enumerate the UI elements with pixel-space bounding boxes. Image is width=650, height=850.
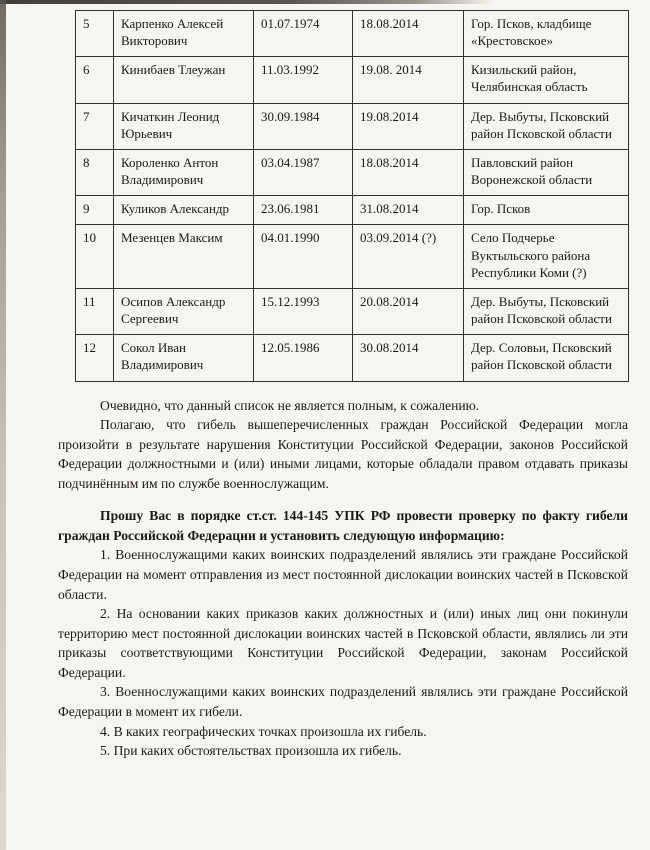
body-text <box>58 396 628 761</box>
cell-name: Карпенко Алексей Викторович <box>114 11 254 57</box>
paragraph-item-4: 4. В каких географических точках произошла их гибель. <box>100 723 427 739</box>
table-row <box>76 11 629 57</box>
cell-death-date: 03.09.2014 (?) <box>353 225 464 288</box>
paragraph-item-1: 1. Военнослужащими каких воинских подразделений являлись эти граждане Российской Федерации на момент отправления из мест постоянной дислокации воинских частей в Псковской области. <box>58 547 628 602</box>
table-row <box>76 288 629 334</box>
victims-table <box>75 10 629 382</box>
cell-birth-date: 11.03.1992 <box>254 57 353 103</box>
cell-burial-place: Гор. Псков, кладбище «Крестовское» <box>464 11 629 57</box>
cell-birth-date: 30.09.1984 <box>254 103 353 149</box>
cell-birth-date: 04.01.1990 <box>254 225 353 288</box>
cell-birth-date: 12.05.1986 <box>254 335 353 381</box>
cell-number: 8 <box>76 149 114 195</box>
table-row <box>76 57 629 103</box>
table-row <box>76 335 629 381</box>
cell-number: 9 <box>76 196 114 225</box>
cell-burial-place: Дер. Выбуты, Псковский район Псковской области <box>464 103 629 149</box>
cell-death-date: 20.08.2014 <box>353 288 464 334</box>
paragraph-request-bold: Прошу Вас в порядке ст.ст. 144-145 УПК РФ провести проверку по факту гибели граждан Российской Федерации и установить следующую информацию: <box>58 508 628 543</box>
table-row <box>76 196 629 225</box>
victims-table-body <box>76 11 629 382</box>
cell-name: Короленко Антон Владимирович <box>114 149 254 195</box>
cell-number: 11 <box>76 288 114 334</box>
cell-number: 6 <box>76 57 114 103</box>
cell-burial-place: Кизильский район, Челябинская область <box>464 57 629 103</box>
cell-death-date: 30.08.2014 <box>353 335 464 381</box>
cell-name: Кинибаев Тлеужан <box>114 57 254 103</box>
table-row <box>76 149 629 195</box>
cell-number: 12 <box>76 335 114 381</box>
paragraph-item-3: 3. Военнослужащими каких воинских подразделений являлись эти граждане Российской Федерации в момент их гибели. <box>58 684 628 719</box>
cell-number: 10 <box>76 225 114 288</box>
cell-name: Осипов Александр Сергеевич <box>114 288 254 334</box>
cell-name: Куликов Александр <box>114 196 254 225</box>
cell-death-date: 18.08.2014 <box>353 11 464 57</box>
cell-burial-place: Дер. Соловьи, Псковский район Псковской области <box>464 335 629 381</box>
table-row <box>76 225 629 288</box>
cell-number: 7 <box>76 103 114 149</box>
cell-burial-place: Гор. Псков <box>464 196 629 225</box>
cell-burial-place: Павловский район Воронежской области <box>464 149 629 195</box>
cell-burial-place: Дер. Выбуты, Псковский район Псковской области <box>464 288 629 334</box>
scan-edge-left <box>0 0 6 850</box>
cell-birth-date: 01.07.1974 <box>254 11 353 57</box>
cell-death-date: 31.08.2014 <box>353 196 464 225</box>
cell-birth-date: 03.04.1987 <box>254 149 353 195</box>
paragraph: Полагаю, что гибель вышеперечисленных граждан Российской Федерации могла произойти в результате нарушения Конституции Российской Федерации, законов Российской Федерации должностными и (или) иными лицами, которые обладали правом отдавать приказы подчинённым им по службе военнослужащим. <box>58 417 628 491</box>
cell-name: Мезенцев Максим <box>114 225 254 288</box>
paragraph-item-5: 5. При каких обстоятельствах произошла их гибель. <box>100 743 402 759</box>
cell-birth-date: 15.12.1993 <box>254 288 353 334</box>
cell-birth-date: 23.06.1981 <box>254 196 353 225</box>
table-row <box>76 103 629 149</box>
cell-death-date: 19.08. 2014 <box>353 57 464 103</box>
cell-death-date: 18.08.2014 <box>353 149 464 195</box>
cell-name: Сокол Иван Владимирович <box>114 335 254 381</box>
cell-burial-place: Село Подчерье Вуктыльского района Республики Коми (?) <box>464 225 629 288</box>
paragraph: Очевидно, что данный список не является полным, к сожалению. <box>100 397 480 413</box>
scan-edge-top <box>0 0 650 4</box>
cell-death-date: 19.08.2014 <box>353 103 464 149</box>
cell-name: Кичаткин Леонид Юрьевич <box>114 103 254 149</box>
cell-number: 5 <box>76 11 114 57</box>
paragraph-item-2: 2. На основании каких приказов каких должностных и (или) иных лиц они покинули территорию мест постоянной дислокации воинских частей в Псковской области, являлись ли эти приказы соответствующими Конституции Российской Федерации, законам Российской Федерации. <box>58 606 628 680</box>
